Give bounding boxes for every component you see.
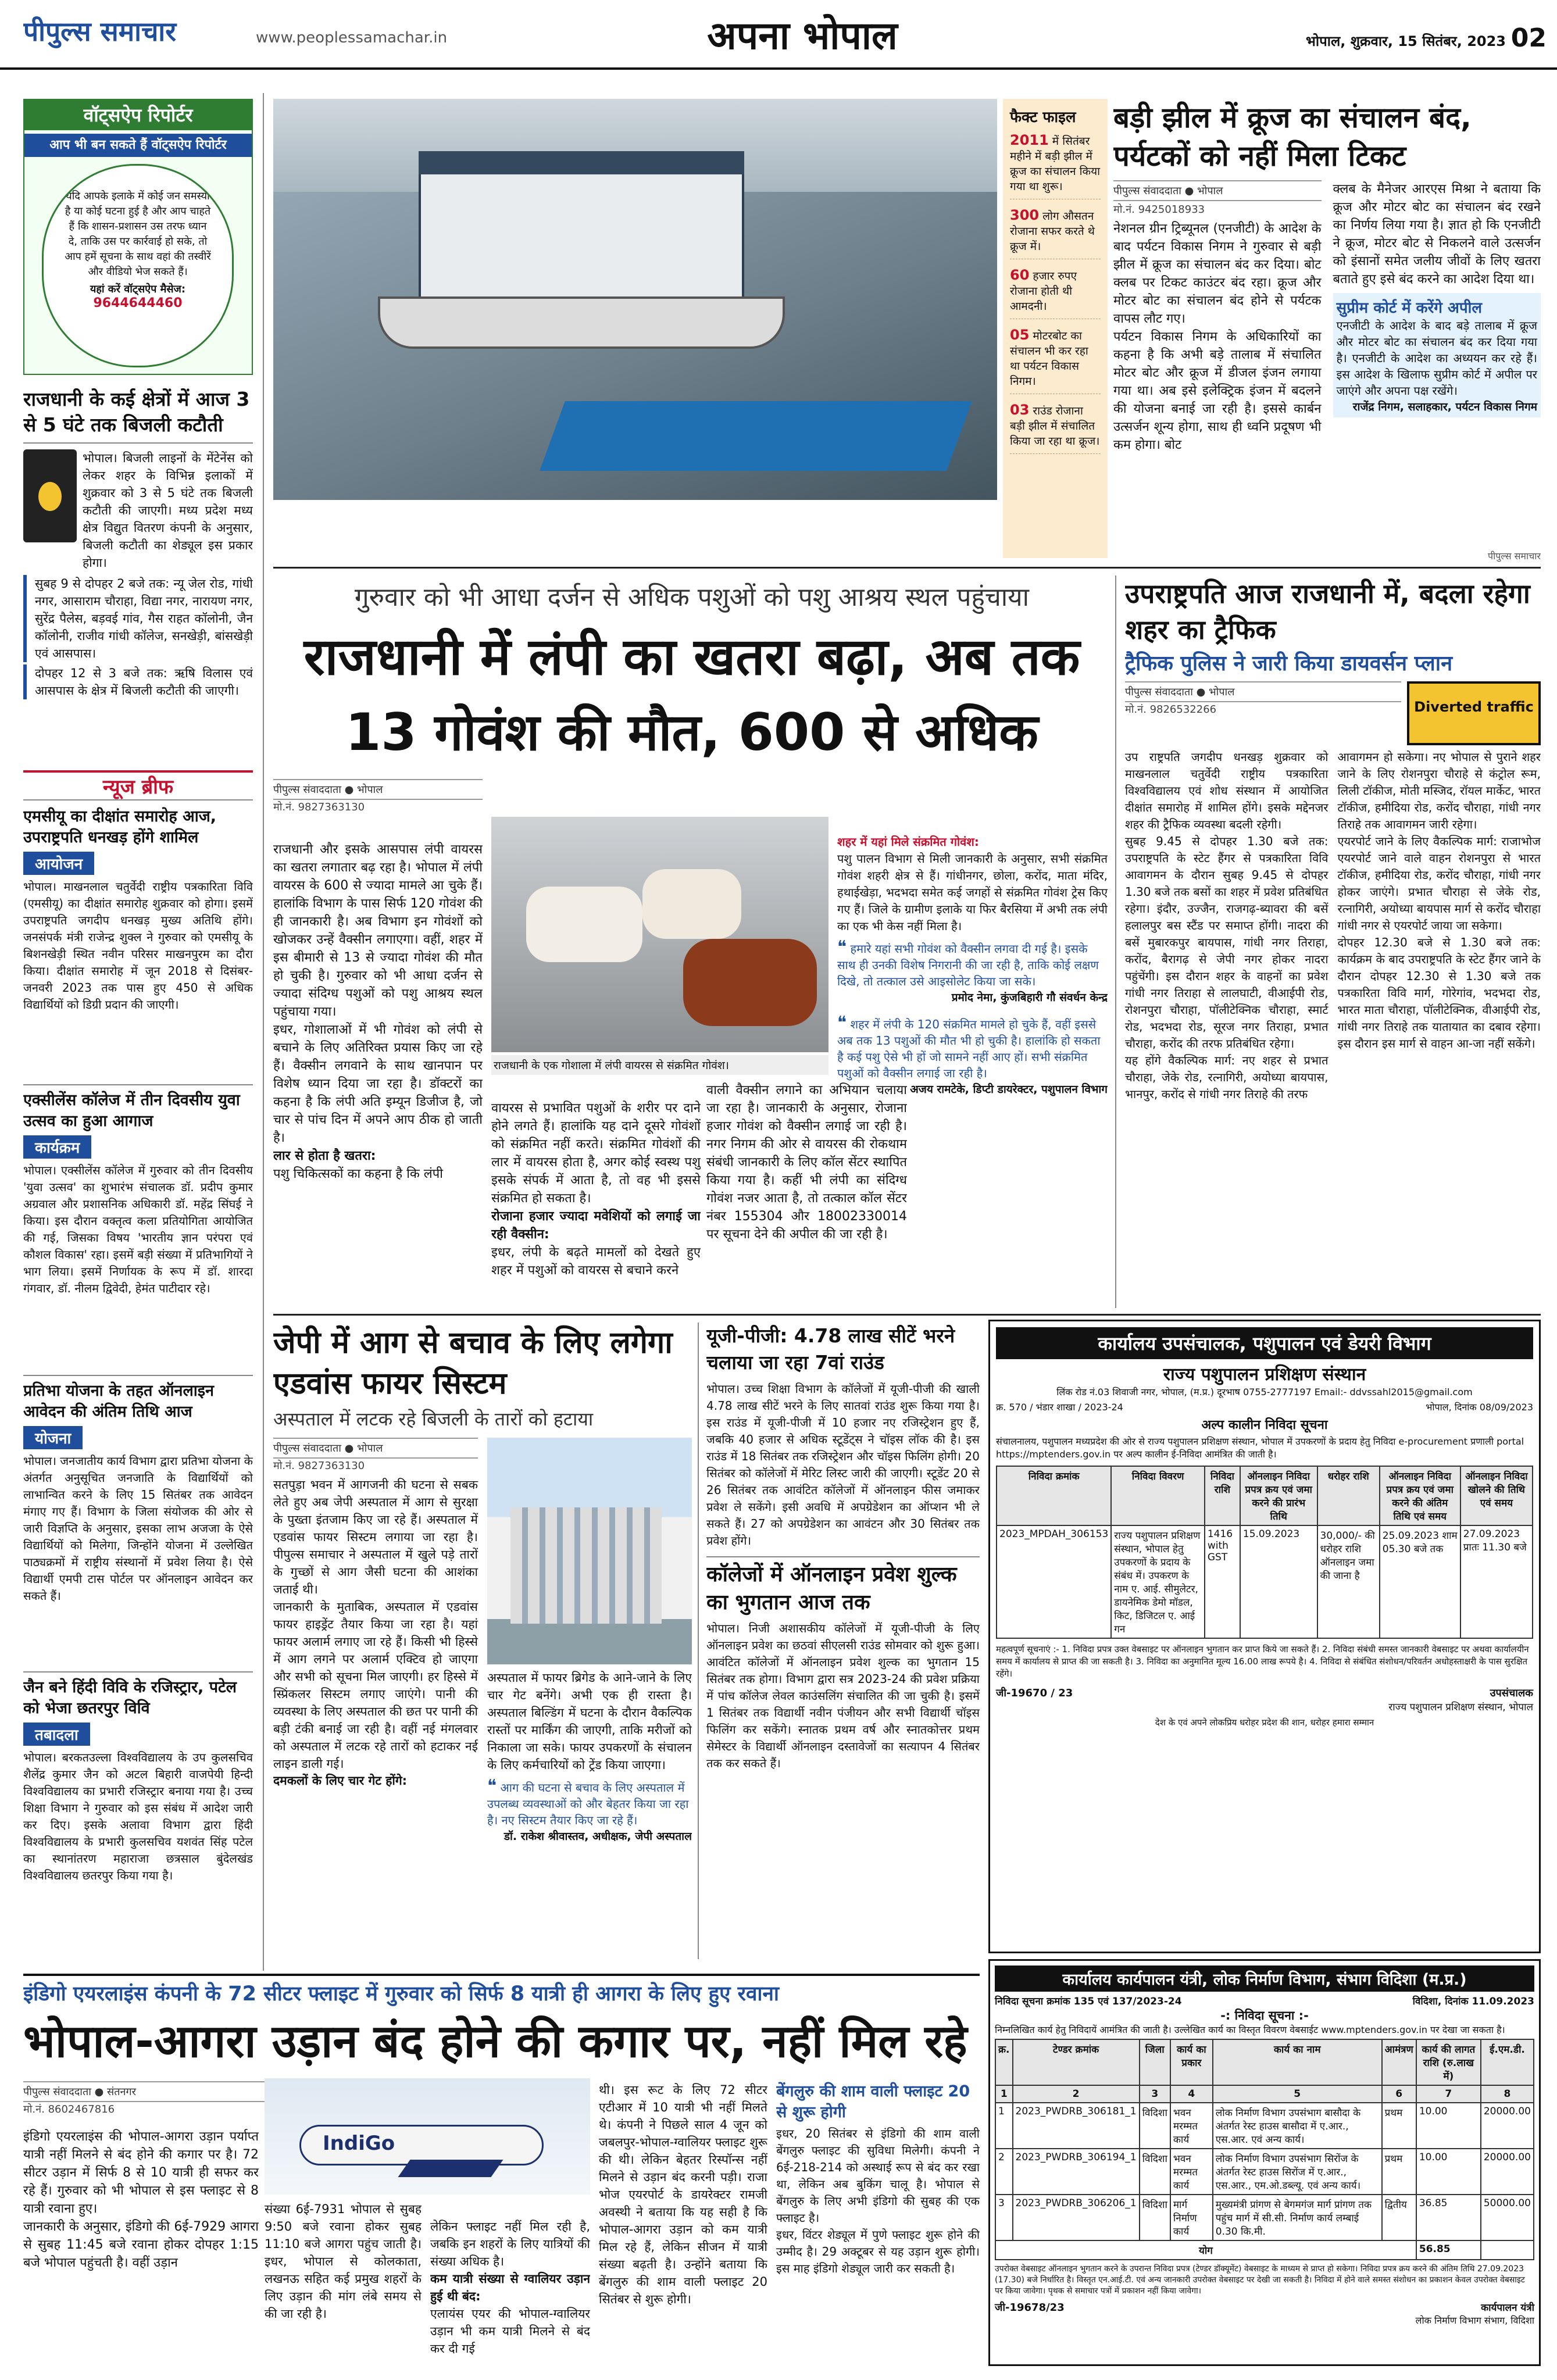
whatsapp-title: वॉट्सऐप रिपोर्टर <box>24 100 252 130</box>
fees-headline: कॉलेजों में ऑनलाइन प्रवेश शुल्क का भुगतान आज तक <box>706 1556 980 1617</box>
table-cell: 50000.00 <box>1481 2195 1534 2240</box>
flight-mobile: मो.नं. 8602467816 <box>23 2103 115 2115</box>
ad1-address: लिंक रोड नं.03 शिवाजी नगर, भोपाल, (म.प्र.) दूरभाष 0755-2777197 Email:- ddvssahl2015@gmail.com <box>1056 1386 1473 1398</box>
table-row <box>997 1525 1533 1638</box>
table-cell: 27.09.2023 प्रातः 11.30 बजे <box>1460 1525 1533 1638</box>
table-header-number: 2 <box>1013 2085 1140 2103</box>
flight-kicker: इंडिगो एयरलाइंस कंपनी के 72 सीटर फ्लाइट में गुरुवार को सिर्फ 8 यात्री ही आगरा के लिए हुए रवाना <box>23 1974 980 2009</box>
flight-col-4: थी। इस रूट के लिए 72 सीटर एटीआर में 10 यात्री भी नहीं मिलते थे। कंपनी ने पिछले साल 4 जून को जबलपुर-भोपाल-ग्वालियर फ्लाइट शुरू की थी। लेकिन बेहतर रिस्पॉन्स नहीं मिलने से उड़ान बंद करनी पड़ी। राजा भोज एयरपोर्ट के डायरेक्टर रामजी अवस्थी ने बताया कि यह सही है कि भोपाल-आगरा उड़ान को कम यात्री मिल रहे हैं, लेकिन सीजन में यात्री संख्या बढ़ती है। उन्होंने बताया कि बेंगलुरु की शाम वाली फ्लाइट 20 सितंबर से शुरू होगी। <box>599 2083 767 2306</box>
flight-col-3-sub: कम यात्री संख्या से ग्वालियर उड़ान हुई थी बंद: <box>430 2272 590 2303</box>
lumpy-col-2-text: वायरस से प्रभावित पशुओं के शरीर पर दाने होने लगते हैं। हालांकि यह दाने दूसरे गोवंशों को संक्रमित नहीं करते। संक्रमित गोवंशों की लार में वायरस होता है, अगर कोई स्वस्थ पशु इसके संपर्क में आता है, तो वह भी इससे संक्रमित हो सकता है। <box>491 1101 701 1206</box>
power-cut-schedule-2: दोपहर 12 से 3 बजे तक: ऋषि विलास एवं आसपास के क्षेत्र में बिजली कटौती की जाएगी। <box>23 664 253 699</box>
ad1-sign-1: उपसंचालक <box>1490 1687 1533 1699</box>
brief-item-3 <box>23 1375 253 1666</box>
brief-item-4 <box>23 1671 253 1965</box>
table-cell: भवन मरम्मत कार्य <box>1170 2103 1213 2149</box>
table-cell: 10.00 <box>1416 2103 1481 2149</box>
fact-number: 03 <box>1010 402 1030 418</box>
ad1-sign-2: राज्य पशुपालन प्रशिक्षण संस्थान, भोपाल <box>1388 1702 1533 1713</box>
ad2-ref: निविदा सूचना क्रमांक 135 एवं 137/2023-24 <box>995 1996 1182 2007</box>
power-cut-story <box>23 387 253 759</box>
fact-number: 2011 <box>1010 132 1049 148</box>
power-cut-body: भोपाल। बिजली लाइनों के मेंटेनेंस को लेकर शहर के विभिन्न इलाकों में शुक्रवार को 3 से 5 घंटे तक बिजली कटौती की जाएगी। मध्य प्रदेश मध्य क्षेत्र विद्युत वितरण कंपनी के अनुसार, बिजली कटौती का शेड्यूल इस प्रकार होगा। <box>83 451 253 570</box>
page-number: 02 <box>1510 23 1547 53</box>
brief-3-body: भोपाल। जनजातीय कार्य विभाग द्वारा प्रतिभा योजना के अंतर्गत अनुसूचित जनजाति के विद्यार्थियों को लाभान्वित करने के लिए 15 सितंबर तक आवेदन मंगाए गए हैं। विभाग के जिला संयोजक की ओर से जारी विज्ञप्ति के अनुसार, इसका लाभ अजजा के ऐसे विद्यार्थियों को मिलेगा, जिन्होंने योजना में उल्लेखित पाठ्यक्रमों में राष्ट्रीय संस्थानों में प्रवेश लिया है। ऐसे विद्यार्थी एमपी टास पोर्टल पर ऑनलाइन आवेदन कर सकते हैं। <box>23 1454 253 1603</box>
table-cell: 30,000/- की धरोहर राशि ऑनलाइन जमा की जाना है <box>1317 1525 1380 1638</box>
table-row <box>995 2103 1534 2149</box>
fact-item <box>1010 133 1101 199</box>
vp-mobile: मो.नं. 9826532266 <box>1125 703 1217 716</box>
cow-photo <box>491 817 829 1052</box>
table-cell: विदिशा <box>1140 2195 1170 2240</box>
lumpy-byline-block <box>273 779 483 826</box>
fact-text: हजार रुपए रोजाना होती थी आमदनी। <box>1010 270 1077 313</box>
brief-3-headline: प्रतिभा योजना के तहत ऑनलाइन आवेदन की अंतिम तिथि आज <box>23 1382 214 1421</box>
lumpy-side <box>837 817 1108 1305</box>
table-row <box>995 2149 1534 2195</box>
table-cell: 2023_PWDRB_306206_1 <box>1013 2195 1140 2240</box>
brief-2-body: भोपाल। एक्सीलेंस कॉलेज में गुरुवार को तीन दिवसीय 'युवा उत्सव' का शुभारंभ संचालक डॉ. प्रदीप कुमार अग्रवाल और प्रशासनिक अधिकारी डॉ. महेंद्र सिंघई ने किया। इस दौरान वक्तृत्व कला प्रतियोगिता आयोजित की गई, जिसका विषय 'भारतीय ज्ञान परंपरा एवं कौशल विकास' रहा। इसमें बड़ी संख्या में प्रतिभागियों ने भाग लिया। इसमें निर्णायक के रूप में डॉ. शारदा गंगवार, डॉ. नीलम द्विवेदी, हेमंत पाटीदार रहे। <box>23 1163 253 1295</box>
flight-byline-block <box>23 2081 291 2122</box>
lumpy-byline: पीपुल्स संवाददाता ● भोपाल <box>273 779 483 800</box>
table-cell: विदिशा <box>1140 2149 1170 2195</box>
vp-story <box>1125 576 1541 1308</box>
table-cell: 3 <box>995 2195 1013 2240</box>
lumpy-side-text <box>837 817 1108 935</box>
table-header: कार्य की लागत राशि (रु.लाख में) <box>1416 2039 1481 2085</box>
table-header: ऑनलाइन निविदा प्रपत्र क्रय एवं जमा करने की प्रारंभ तिथि <box>1240 1466 1317 1525</box>
brief-1-tag: आयोजन <box>23 852 94 875</box>
table-cell: प्रथम <box>1382 2149 1416 2195</box>
rule-cruise <box>273 567 1541 569</box>
flight-side <box>776 2081 980 2372</box>
court-appeal-sign: राजेंद्र निगम, सलाहकार, पर्यटन विकास निगम <box>1352 401 1537 413</box>
ad1-notes: महत्वपूर्ण सूचनाएं :- 1. निविदा प्रपत्र उक्त वेबसाइट पर ऑनलाइन भुगतान कर प्राप्त किये जा सकते हैं। 2. निविदा संबंधी समस्त जानकारी वेबसाइट पर अथवा कार्यालयीन समय में कार्यालय से प्राप्त की जा सकती है। 3. निविदा का अनुमानित मूल्य 16.00 लाख रूपये है। 4. निविदा से संबंधित संशोधन/परिवर्तन अधोहस्ताक्षरी के पास सुरक्षित रहेंगे। <box>996 1644 1529 1679</box>
brief-2-headline: एक्सीलेंस कॉलेज में तीन दिवसीय युवा उत्सव का हुआ आगाज <box>23 1091 240 1130</box>
whatsapp-line: यहां करें वॉट्सऐप मैसेज: <box>90 283 186 295</box>
whatsapp-number: 9644644460 <box>93 296 183 310</box>
lumpy-quote-1 <box>837 939 1108 989</box>
lumpy-mobile: मो.नं. 9827363130 <box>273 801 365 813</box>
ad-pwd <box>988 1959 1541 2366</box>
brief-4-body: भोपाल। बरकतउल्ला विश्वविद्यालय के उप कुलसचिव शैलेंद्र कुमार जैन को अटल बिहारी वाजपेयी हिन्दी विश्वविद्यालय का प्रभारी रजिस्ट्रार बनाया गया है। उच्च शिक्षा विभाग ने गुरुवार को इस संबंध में आदेश जारी कर दिए। इसके अलावा विभाग द्वारा हिंदी विश्वविद्यालय के प्रभारी कुलसचिव यशवंत सिंह पटेल का स्थानांतरण महाराजा छत्रसाल बुंदेलखंड विश्वविद्यालय छतरपुर किया गया है। <box>23 1750 253 1882</box>
flight-col-3-text: लेकिन फ्लाइट नहीं मिल रही है, जबकि इन शहरों के लिए यात्रियों की संख्या अधिक है। <box>430 2220 590 2268</box>
news-brief-title: न्यूज ब्रीफ <box>23 770 253 801</box>
table-cell: 2 <box>995 2149 1013 2195</box>
table-header: धरोहर राशि <box>1317 1466 1380 1525</box>
table-cell: विदिशा <box>1140 2103 1170 2149</box>
table-total-value: 56.85 <box>1416 2240 1481 2260</box>
fact-file-title: फैक्ट फाइल <box>1010 109 1076 126</box>
flight-col-1: इंडिगो एयरलाइंस की भोपाल-आगरा उड़ान पर्याप्त यात्री नहीं मिलने से बंद होने की कगार पर है। 72 सीटर उड़ान में सिर्फ 8 से 10 यात्री ही सफर कर रहे हैं। गुरुवार को भी भोपाल से इस फ्लाइट से 8 यात्री रवाना हुए। जानकारी के अनुसार, इंडिगो की 6ई-7929 आगरा से सुबह 11:45 बजे रवाना होकर दोपहर 1:15 बजे भोपाल पहुंचती है। वहीं उड़ान <box>23 2129 259 2270</box>
table-row <box>995 2195 1534 2240</box>
table-cell: मुख्यमंत्री प्रांगण से बेगमगंज मार्ग प्रांगण तक पहुंच मार्ग में सी.सी. निर्माण कार्य लम्बाई 0.30 कि.मी. <box>1213 2195 1382 2240</box>
fact-number: 300 <box>1010 207 1040 223</box>
vp-subheadline: ट्रैफिक पुलिस ने जारी किया डायवर्सन प्लान <box>1125 652 1453 676</box>
ad2-table <box>995 2039 1534 2260</box>
table-cell: 1 <box>995 2103 1013 2149</box>
table-header-number: 6 <box>1382 2085 1416 2103</box>
ugpg-story <box>706 1323 980 1959</box>
cruise-headline: बड़ी झील में क्रूज का संचालन बंद, पर्यटकों को नहीं मिला टिकट <box>1113 101 1472 173</box>
jp-quote-icon: ❝ <box>487 1776 497 1796</box>
flight-side-body: इधर, 20 सितंबर से इंडिगो की शाम वाली बेंगलुरु फ्लाइट की सुविधा मिलेगी। कंपनी ने 6ई-218-214 को अस्थाई रूप से बंद कर रखा था, लेकिन अब बुकिंग चालू है। भोपाल से बेंगलुरु के लिए अभी इंडिगो की सुबह की एक फ्लाइट है। इधर, विंटर शेड्यूल में पुणे फ्लाइट शुरू होने की उम्मीद है। 29 अक्टूबर से यह उड़ान शुरू होगी। इस माह इंडिगो शेड्यूल जारी कर सकती है। <box>776 2127 980 2275</box>
vp-byline: पीपुल्स संवाददाता ● भोपाल <box>1125 681 1401 702</box>
table-header: कार्य का प्रकार <box>1170 2039 1213 2085</box>
table-cell: 20000.00 <box>1481 2103 1534 2149</box>
jp-byline: पीपुल्स संवाददाता ● भोपाल <box>273 1438 478 1459</box>
lumpy-side-body: पशु पालन विभाग से मिली जानकारी के अनुसार, सभी संक्रमित गोवंश शहरी क्षेत्र से हैं। गांधीनगर, छोला, करोंद, माता मंदिर, हथाईखेड़ा, भदभदा समेत कई जगहों से संक्रमित गोवंश ट्रेस किए गए हैं। जिले के ग्रामीण इलाके या फिर बैरसिया में अभी तक लंपी का एक भी केस नहीं मिला है। <box>837 852 1108 933</box>
lumpy-col-1-tail: पशु चिकित्सकों का कहना है कि लंपी <box>273 1167 443 1181</box>
lumpy-col-1 <box>273 823 483 1299</box>
hospital-photo <box>487 1438 692 1664</box>
table-header-number: 4 <box>1170 2085 1213 2103</box>
flight-col-3 <box>430 2200 590 2375</box>
ad1-heading-2: राज्य पशुपालन प्रशिक्षण संस्थान <box>1163 1364 1366 1385</box>
brief-2-tag: कार्यक्रम <box>23 1135 91 1159</box>
left-column-divider <box>263 93 264 1971</box>
table-header: आमंत्रण <box>1382 2039 1416 2085</box>
ad2-sign-1: कार्यपालन यंत्री <box>1481 2302 1534 2314</box>
whatsapp-body: यदि आपके इलाके में कोई जन समस्या है या कोई घटना हुई है और आप चाहते हैं कि शासन-प्रशासन उस तरफ ध्यान दे, ताकि उस पर कार्रवाई हो सके, तो आप हमें सूचना के साथ वहां की तस्वीरें और वीडियो भेज सकते हैं। <box>65 190 211 278</box>
table-header-number: 5 <box>1213 2085 1382 2103</box>
table-header: ऑनलाइन निविदा खोलने की तिथि एवं समय <box>1460 1466 1533 1525</box>
dateline: भोपाल, शुक्रवार, 15 सितंबर, 2023 <box>1306 33 1506 49</box>
table-header: निविदा विवरण <box>1111 1466 1205 1525</box>
court-appeal-headline: सुप्रीम कोर्ट में करेंगे अपील <box>1336 299 1482 317</box>
vp-divider <box>1115 576 1116 1308</box>
cruise-mobile: मो.नं. 9425018933 <box>1113 203 1205 216</box>
lumpy-quote-2-sign: अजय रामटेके, डिप्टी डायरेक्टर, पशुपालन विभाग <box>910 1083 1108 1096</box>
jp-divider <box>698 1323 699 1959</box>
ad2-date: विदिशा, दिनांक 11.09.2023 <box>1412 1996 1534 2007</box>
table-cell: 2023_PWDRB_306181_1 <box>1013 2103 1140 2149</box>
ad1-ref: क्र. 570 / भंडार शाखा / 2023-24 <box>996 1402 1123 1413</box>
flight-col-2: संख्या 6ई-7931 भोपाल से सुबह 9:50 बजे रवाना होकर सुबह 11:10 बजे आगरा पहुंच जाती है। इधर, भोपाल से कोलकाता, लखनऊ सहित कई प्रमुख शहरों के लिए उड़ान की मांग लंबे समय से की जा रही है। <box>265 2202 422 2321</box>
brief-item-1 <box>23 806 253 1080</box>
table-header-number: 3 <box>1140 2085 1170 2103</box>
table-cell: प्रथम <box>1382 2103 1416 2149</box>
table-header: निविदा राशि <box>1205 1466 1240 1525</box>
table-cell: मार्ग निर्माण कार्य <box>1170 2195 1213 2240</box>
plane-photo <box>265 2078 590 2195</box>
ad2-jo: जी-19678/23 <box>995 2302 1065 2314</box>
table-cell: 10.00 <box>1416 2149 1481 2195</box>
ad1-intro: संचालनालय, पशुपालन मध्यप्रदेश की ओर से राज्य पशुपालन प्रशिक्षण संस्थान, भोपाल में उपकरणों के प्रदाय हेतु निविदा e-procurement प्रणाली portal https://mptenders.gov.in पर अल्प कालीन ई-निविदा आमंत्रित की जाती है। <box>996 1436 1524 1460</box>
brief-1-headline: एमसीयू का दीक्षांत समारोह आज, उपराष्ट्रपति धनखड़ होंगे शामिल <box>23 807 217 846</box>
jp-quote <box>487 1778 692 1828</box>
ad2-notice: -: निविदा सूचना :- <box>1220 2009 1309 2022</box>
lumpy-quote-2 <box>837 1015 1108 1081</box>
table-header: ई.एम.डी. <box>1481 2039 1534 2085</box>
website-url: www.peoplessamachar.in <box>256 29 448 47</box>
lumpy-headline-1: राजधानी में लंपी का खतरा बढ़ा, अब तक <box>303 627 1080 687</box>
table-cell: भवन मरम्मत कार्य <box>1170 2149 1213 2195</box>
fact-file <box>1003 99 1108 558</box>
table-cell: द्वितीय <box>1382 2195 1416 2240</box>
vp-col-2: आवागमन हो सकेगा। नए भोपाल से पुराने शहर जाने के लिए रोशनपुरा चौराहे से कंट्रोल रूम, लिली टॉकीज, मोती मस्जिद, रॉयल मार्केट, भारत टॉकीज, हमीदिया रोड, करोंद चौराहा, गांधी नगर तिराहे तक आवागमन जारी रहेगा। एयरपोर्ट जाने के लिए वैकल्पिक मार्ग: राजाभोज एयरपोर्ट जाने वाले वाहन रोशनपुरा से भारत टॉकीज, हमीदिया रोड, करोंद चौराहा, गांधी नगर होकर जाएंगे। प्रभात चौराहा से जेके रोड, रत्नागिरी, अयोध्या बायपास मार्ग से करोंद चौराहा गांधी नगर से एयरपोर्ट जाया जा सकेगा। दोपहर 12.30 बजे से 1.30 बजे तक: कार्यक्रम के बाद उपराष्ट्रपति के स्टेट हैंगर जाने के दौरान दोपहर 12.30 से 1.30 बजे तक पत्रकारिता विवि मार्ग, गोरेगांव, भदभदा रोड, भारत माता चौराहा, पॉलीटेक्निक, वीआईपी रोड, गांधी नगर तिराहे तक यातायात का दबाव रहेगा। इस दौरान इस मार्ग से वाहन आ-जा नहीं सकेंगे। <box>1337 750 1541 1050</box>
fact-text: मोटरबोट का संचालन भी कर रहा था पर्यटन विकास निगम। <box>1010 330 1088 388</box>
fact-item <box>1010 267 1101 319</box>
section-title: अपना भोपाल <box>707 13 898 58</box>
table-header: निविदा क्रमांक <box>997 1466 1111 1525</box>
table-total-row <box>995 2240 1534 2260</box>
table-total-label: योग <box>995 2240 1416 2260</box>
ad2-sign-2: लोक निर्माण विभाग संभाग, विदिशा <box>1415 2315 1534 2326</box>
brief-4-headline: जैन बने हिंदी विवि के रजिस्ट्रार, पटेल को भेजा छतरपुर विवि <box>23 1678 237 1717</box>
fact-number: 05 <box>1010 327 1030 343</box>
fact-item <box>1010 208 1101 259</box>
cruise-tag: पीपुल्स समाचार <box>1487 551 1541 562</box>
table-cell: 1416 with GST <box>1205 1525 1240 1638</box>
whatsapp-bubble <box>42 164 234 367</box>
cow-photo-caption: राजधानी के एक गोशाला में लंपी वायरस से संक्रमित गोवंश। <box>491 1055 829 1075</box>
jp-col-2: अस्पताल में फायर ब्रिगेड के आने-जाने के लिए चार गेट बनेंगे। अभी एक ही रास्ता है। अस्पताल बिल्डिंग में घटना के दौरान वैकल्पिक रास्तों पर मार्किंग की जाएगी, ताकि मरीजों को निकाला जा सके। फायर उपकरणों के संचालन के लिए कर्मचारियों को ट्रेंड किया जाएगा। <box>487 1671 692 1772</box>
jp-headline: जेपी में आग से बचाव के लिए लगेगा एडवांस फायर सिस्टम <box>273 1325 673 1401</box>
jp-subheadline: अस्पताल में लटक रहे बिजली के तारों को हटाया <box>273 1408 594 1430</box>
plane-logo: IndiGo <box>323 2132 395 2155</box>
table-cell: 20000.00 <box>1481 2149 1534 2195</box>
fact-item <box>1010 327 1101 394</box>
table-cell: लोक निर्माण विभाग उपसंभाग बासौदा के अंतर्गत रेस्ट हाउस बासौदा में ए.आर., एस.आर. एवं अन्य कार्य। <box>1213 2103 1382 2149</box>
table-cell: राज्य पशुपालन प्रशिक्षण संस्थान, भोपाल हेतु उपकरणों के प्रदाय के संबंध में। उपकरण के नाम ए. आई. सीमुलेटर, डायनेमिक डेमो मॉडल, किट, डिजिटल ए. आई गन <box>1111 1525 1205 1638</box>
ugpg-headline: यूजी-पीजी: 4.78 लाख सीटें भरने चलाया जा रहा 7वां राउंड <box>706 1324 955 1374</box>
cruise-byline: पीपुल्स संवाददाता ● भोपाल <box>1113 180 1322 201</box>
fact-item <box>1010 402 1101 454</box>
lumpy-col-2-sub: रोजाना हजार ज्यादा मवेशियों को लगाई जा रही वैक्सीन: <box>491 1209 701 1242</box>
flight-col-3-tail: एलायंस एयर की भोपाल-ग्वालियर उड़ान भी कम यात्री मिलने से बंद कर दी गई <box>430 2307 590 2356</box>
jp-story <box>273 1323 692 1959</box>
flight-byline: पीपुल्स संवाददाता ● संतनगर <box>23 2081 291 2102</box>
diverted-traffic-sign: Diverted traffic <box>1407 681 1541 745</box>
ad2-footer: उपरोक्त वेबसाइट ऑनलाइन भुगतान करने के उपरान्त निविदा प्रपत्र (टेण्डर डॉक्यूमेंट) वेबसाइट के माध्यम से प्राप्त हो सकेगा। निविदा प्रपत्र क्रय करने की अंतिम तिथि 27.09.2023 (17.30) बजे निर्धारित है। विस्तृत एन.आई.टी. एवं अन्य जानकारी उपरोक्त वेबसाइट पर देखी जा सकती है। निविदा में होने वाले समस्त संशोधन का प्रकाशन केवल उपरोक्त वेबसाइट पर किया जावेगा। पृथक से समाचार पत्रों में प्रकाशन नहीं किया जावेगा। <box>995 2264 1525 2296</box>
table-header-number: 1 <box>995 2085 1013 2103</box>
ad-pashupalan <box>988 1320 1541 1953</box>
table-header: क्र. <box>995 2039 1013 2085</box>
table-cell: 2023_PWDRB_306194_1 <box>1013 2149 1140 2195</box>
ad1-date: भोपाल, दिनांक 08/09/2023 <box>1426 1402 1533 1413</box>
masthead <box>0 0 1557 70</box>
table-header: जिला <box>1140 2039 1170 2085</box>
ad2-heading: कार्यालय कार्यपालन यंत्री, लोक निर्माण विभाग, संभाग विदिशा (म.प्र.) <box>995 1966 1534 1992</box>
lumpy-quote-2-text: शहर में लंपी के 120 संक्रमित मामले हो चुके हैं, वहीं इससे अब तक 13 पशुओं की मौत भी हो चुकी है। हालांकि हो सकता है कई पशु ऐसे भी हों जो सामने नहीं आए हों। सभी संक्रमित पशुओं को वैक्सीन लगाई जा रही है। <box>837 1017 1101 1080</box>
lumpy-col-1-text: राजधानी और इसके आसपास लंपी वायरस का खतरा लगातार बढ़ रहा है। भोपाल में लंपी वायरस के 600 से ज्यादा मामले आ चुके हैं। हालांकि विभाग के पास सिर्फ 120 गोवंश की ही जानकारी है। अब विभाग इन गोवंशों को खोजकर उन्हें वैक्सीन लगाएगा। वहीं, शहर में इस बीमारी से 13 से ज्यादा गोवंश की मौत हो चुकी है। गुरुवार को भी आधा दर्जन से ज्यादा संदिग्ध पशुओं को पशु आश्रय स्थल पहुंचाया गया। इधर, गोशालाओं में भी गोवंश को लंपी से बचाने के लिए अतिरिक्त प्रयास किए जा रहे हैं। वैक्सीन लगवाने के साथ खानपान पर विशेष ध्यान दिया जा रहा है। डॉक्टरों का कहना है कि लंपी अति इम्यून डिजीज है, जो चार से पांच दिन में अपने आप ठीक हो जाती है। <box>273 842 483 1145</box>
table-header: टेण्डर क्रमांक <box>1013 2039 1140 2085</box>
table-cell: 36.85 <box>1416 2195 1481 2240</box>
fees-body: भोपाल। निजी अशासकीय कॉलेजों में यूजी-पीजी के लिए ऑनलाइन प्रवेश का छठवां सीएलसी राउंड सोमवार को शुरू हुआ। आवंटित कॉलेजों में ऑनलाइन प्रवेश शुल्क का भुगतान 15 सितंबर तक होगा। विभाग द्वारा सत्र 2023-24 की प्रवेश प्रक्रिया में पांच कॉलेज लेवल काउंसलिंग संचालित की जा चुकी है। इसमें 1 सितंबर तक विद्यार्थी नवीन पंजीयन और सभी विद्यार्थी चॉइस फिलिंग कर सकेंगे। स्नातक प्रथम वर्ष और स्नातकोत्तर प्रथम सेमेस्टर के विद्यार्थी ऑनलाइन दस्तावेजों का सत्यापन 4 सितंबर तक कर सकते हैं। <box>706 1621 980 1770</box>
brief-item-2 <box>23 1084 253 1369</box>
lumpy-col-2-tail: इधर, लंपी के बढ़ते मामलों को देखते हुए शहर में पशुओं को वायरस से बचाने करने <box>491 1245 701 1278</box>
table-cell: 25.09.2023 शाम 05.30 बजे तक <box>1380 1525 1460 1638</box>
fact-text: में सितंबर महीने में बड़ी झील में क्रूज का संचालन किया गया था शुरू। <box>1010 135 1101 193</box>
bulb-icon <box>23 449 77 542</box>
table-cell: लोक निर्माण विभाग उपसंभाग सिरोंज के अंतर्गत रेस्ट हाउस सिरोंज में ए.आर., एस.आर., एम.ओ.डब्ल्यू. एवं अन्य कार्य। <box>1213 2149 1382 2195</box>
ad1-footer: देश के एवं अपने लोकप्रिय धरोहर प्रदेश की शान, धरोहर हमारा सम्मान <box>1155 1717 1374 1728</box>
table-header: ऑनलाइन निविदा प्रपत्र क्रय एवं जमा करने की अंतिम तिथि एवं समय <box>1380 1466 1460 1525</box>
ad1-notice: अल्प कालीन निविदा सूचना <box>1201 1418 1328 1432</box>
brief-3-tag: योजना <box>23 1426 83 1449</box>
quote-icon-2: ❝ <box>837 1013 847 1033</box>
rule-lumpy <box>273 1314 1541 1316</box>
table-header-number: 8 <box>1481 2085 1534 2103</box>
power-cut-schedule-1: सुबह 9 से दोपहर 2 बजे तक: न्यू जेल रोड, गांधी नगर, आसाराम चौराहा, विद्या नगर, नारायण नगर, सुरेंद्र पैलेस, बड़वई गांव, गैस राहत कॉलोनी, जैन कॉलोनी, राजीव गांधी कॉलेज, सनखेड़ी, बांसखेड़ी एवं आसपास। <box>23 575 253 662</box>
cruise-story <box>1113 99 1541 546</box>
cruise-body-1: नेशनल ग्रीन ट्रिब्यूनल (एनजीटी) के आदेश के बाद पर्यटन विकास निगम ने गुरुवार से बड़ी झील में क्रूज का संचालन बंद कर दिया। बोट क्लब पर टिकट काउंटर बंद रहा। क्रूज और मोटर बोट का संचालन बंद होने से पर्यटक वापस लौट गए। पर्यटन विकास निगम के अधिकारियों का कहना है कि अभी बड़े तालाब में संचालित मोटर बोट और क्रूज में डीजल इंजन लगाया गया था। अब इसे इलेक्ट्रिक इंजन में बदलने की योजना बनाई जा रही है। इससे कार्बन उत्सर्जन शून्य होगा, साथ ही ध्वनि प्रदूषण भी कम होगा। बोट <box>1113 221 1322 452</box>
ad1-heading-1: कार्यालय उपसंचालक, पशुपालन एवं डेयरी विभाग <box>996 1327 1533 1359</box>
lumpy-quote-1-text: हमारे यहां सभी गोवंश को वैक्सीन लगवा दी गई है। इसके साथ ही उनकी विशेष निगरानी की जा रही है, ताकि कोई लक्षण दिखे, तो तत्काल उसे आइसोलेट किया जा सके। <box>837 942 1099 988</box>
logo: पीपुल्स समाचार <box>23 16 177 47</box>
table-cell: 2023_MPDAH_306153 <box>997 1525 1111 1638</box>
lumpy-kicker: गुरुवार को भी आधा दर्जन से अधिक पशुओं को पशु आश्रय स्थल पहुंचाया <box>354 583 1030 612</box>
table-header-number: 7 <box>1416 2085 1481 2103</box>
power-cut-headline: राजधानी के कई क्षेत्रों में आज 3 से 5 घंटे तक बिजली कटौती <box>23 387 253 444</box>
lumpy-col-1-sub: लार से होता है खतरा: <box>273 1149 376 1163</box>
court-appeal-box <box>1333 293 1541 417</box>
court-appeal-body: एनजीटी के आदेश के बाद बड़े तालाब में क्रूज और मोटर बोट का संचालन बंद कर दिया गया है। एनजीटी के आदेश का अध्ययन कर रहे हैं। इस आदेश के खिलाफ सुप्रीम कोर्ट में अपील पर जाएंगे और अपना पक्ष रखेंगे। <box>1336 319 1537 398</box>
cruise-photo <box>273 99 997 500</box>
vp-col-1: उप राष्ट्रपति जगदीप धनखड़ शुक्रवार को माखनलाल चतुर्वेदी राष्ट्रीय पत्रकारिता विश्वविद्यालय एवं शोध संस्थान में आयोजित दीक्षांत समारोह में शामिल होंगे। इसके मद्देनजर शहर की ट्रैफिक व्यवस्था बदली रहेगी। सुबह 9.45 से दोपहर 1.30 बजे तक: उपराष्ट्रपति के स्टेट हैंगर से पत्रकारिता विवि आवागमन के दौरान सुबह 9.45 से दोपहर 1.30 बजे तक बसों का शहर में प्रवेश प्रतिबंधित रहेगा। इंदौर, उज्जैन, राजगढ़-ब्यावरा की बसें हलालपुर बस स्टैंड पर समाप्त होंगी। नादरा की बसें मुबारकपुर बायपास, गांधी नगर तिराहा, करोंद, बैरागढ़ से जेपी नगर होकर नादरा पहुंचेंगी। इस दौरान शहर के वाहनों का प्रवेश गांधी नगर तिराहा से लालघाटी, वीआईपी रोड, रोशनपुरा चौराहा, पॉलीटेक्निक चौराहा, स्मार्ट रोड, भदभदा रोड, सूरज नगर तिराहा, प्रभात चौराहा, करोंद की तरफ प्रतिबंधित रहेगा। यह होंगे वैकल्पिक मार्ग: नए शहर से प्रभात चौराहा, जेके रोड, रत्नागिरी, अयोध्या बायपास, भानपुर, करोंद से गांधी नगर तिराहे की तरफ <box>1125 750 1329 1101</box>
jp-quote-sign: डॉ. राकेश श्रीवास्तव, अधीक्षक, जेपी अस्पताल <box>503 1830 692 1843</box>
ad1-jo: जी-19670 / 23 <box>996 1687 1073 1699</box>
table-cell <box>1481 2240 1534 2260</box>
ugpg-body: भोपाल। उच्च शिक्षा विभाग के कॉलेजों में यूजी-पीजी की खाली 4.78 लाख सीटें भरने के लिए सातवां राउंड शुरू किया गया है। इस राउंड में यूजी-पीजी में 10 हजार नए रजिस्ट्रेशन हुए हैं, जबकि 40 हजार से अधिक स्टूडेंट्स ने चॉइस लॉक की है। इस राउंड में 18 सितंबर तक रजिस्ट्रेशन और चॉइस फिलिंग होगी। 20 सितंबर को कॉलेजों में मेरिट लिस्ट जारी की जाएगी। स्टूडेंट 20 से 26 सितंबर तक आवंटित कॉलेजों में ऑनलाइन फीस जमाकर प्रवेश ले सकेंगे। इसी अवधि में अपग्रेडेशन का ऑप्शन भी ले सकते हैं। 27 को अपग्रेडेशन का आवंटन और 30 सितंबर तक प्रवेश होंगे। <box>706 1382 980 1548</box>
table-cell: 15.09.2023 <box>1240 1525 1317 1638</box>
brief-4-tag: तबादला <box>23 1723 90 1746</box>
whatsapp-box <box>23 99 253 375</box>
quote-icon: ❝ <box>837 937 847 957</box>
ad1-table <box>996 1466 1533 1639</box>
cruise-body-2: क्लब के मैनेजर आरएस मिश्रा ने बताया कि क्रूज और मोटर बोट का संचालन बंद रखने का निर्णय लिया गया है। ज्ञात हो कि एनजीटी ने क्रूज, मोटर बोट से निकलने वाले उत्सर्जन को इंसानों समेत जलीय जीवों के लिए खतरा बताते हुए इसे बंद करने का आदेश दिया था। <box>1333 182 1541 287</box>
ad2-intro: निम्नलिखित कार्य हेतु निविदायें आमंत्रित की जाती है। उल्लेखित कार्य का विस्तृत विवरण वेबसाईट www.mptenders.gov.in पर देखा जा सकता है। <box>995 2024 1505 2035</box>
jp-quote-text: आग की घटना से बचाव के लिए अस्पताल में उपलब्ध व्यवस्थाओं को और बेहतर किया जा रहा है। नए सिस्टम तैयार किए जा रहे हैं। <box>487 1781 689 1827</box>
fact-text: राउंड रोजाना बड़ी झील में संचालित किया जा रहा था क्रूज। <box>1010 405 1100 448</box>
jp-mobile: मो.नं. 9827363130 <box>273 1460 365 1472</box>
lumpy-headline-2: 13 गोवंश की मौत, 600 से अधिक <box>345 702 1038 762</box>
lumpy-col-2 <box>491 1081 701 1308</box>
flight-side-headline: बेंगलुरु की शाम वाली फ्लाइट 20 से शुरू होगी <box>776 2082 970 2121</box>
lumpy-col-3: वाली वैक्सीन लगाने का अभियान चलाया जा रहा है। जानकारी के अनुसार, रोजाना हजार गोवंश को वैक्सीन लगाई जा रही है। नगर निगम की ओर से वायरस की रोकथाम संबंधी जानकारी के लिए कॉल सेंटर स्थापित किया गया है। कहीं भी लंपी का संदिग्ध गोवंश नजर आता है, तो तत्काल कॉल सेंटर नंबर 155304 और 18002330014 पर सूचना देने की अपील की जा रही है। <box>706 1083 907 1242</box>
fact-list <box>1010 133 1101 454</box>
jp-col-1: सतपुड़ा भवन में आगजनी की घटना से सबक लेते हुए अब जेपी अस्पताल में आग से सुरक्षा के पुख्ता इंतजाम किए जा रहे हैं। अस्पताल में एडवांस फायर सिस्टम लगाया जा रहा है। पीपुल्स समाचार ने अस्पताल में खुले पड़े तारों के गुच्छों से आग जैसी घटना की आशंका जताई थी। जानकारी के मुताबिक, अस्पताल में एडवांस फायर हाइड्रेंट तैयार किया जा रहा है। यहां फायर अलार्म लगाए जा रहे हैं। किसी भी हिस्से में आग लगने पर अलार्म एक्टिव हो जाएगा और सभी को सूचना मिल जाएगी। हर हिस्से में स्प्रिंकलर सिस्टम लगाए जाएंगे। पानी की व्यवस्था के लिए अस्पताल की छत पर पानी की बड़ी टंकी बनाई जा रही है। वहीं नई मंगलवार को अस्पताल में लटक रहे तारों को हटाकर नई लाइन डाली गई। <box>273 1478 478 1771</box>
lumpy-side-head: शहर में यहां मिले संक्रमित गोवंश: <box>837 835 979 849</box>
flight-headline: भोपाल-आगरा उड़ान बंद होने की कगार पर, नहीं मिल रहे <box>23 2016 967 2068</box>
fact-text: लोग औसतन रोजाना सफर करते थे क्रूज में। <box>1010 210 1095 253</box>
lumpy-quote-1-sign: प्रमोद नेमा, कुंजबिहारी गौ संवर्धन केन्द्र <box>951 991 1108 1004</box>
brief-1-body: भोपाल। माखनलाल चतुर्वेदी राष्ट्रीय पत्रकारिता विवि (एमसीयू) का दीक्षांत समारोह शुक्रवार को होगा। इसमें उपराष्ट्रपति जगदीप धनखड़ मुख्य अतिथि होंगे। जनसंपर्क मंत्री राजेन्द्र शुक्ल ने गुरुवार को एमसीयू के बिशनखेड़ी स्थित नवीन परिसर माखनपुरम का दौरा किया। दीक्षांत समारोह में जून 2018 से दिसंबर-जनवरी 2023 तक पास हुए 450 से अधिक विद्यार्थियों को डिग्री प्रदान की जाएगी। <box>23 880 253 1012</box>
vp-headline: उपराष्ट्रपति आज राजधानी में, बदला रहेगा शहर का ट्रैफिक <box>1125 578 1530 645</box>
fact-number: 60 <box>1010 267 1030 283</box>
whatsapp-subtitle: आप भी बन सकते हैं वॉट्सऐप रिपोर्टर <box>24 134 252 157</box>
jp-col-1-sub: दमकलों के लिए चार गेट होंगे: <box>273 1774 408 1788</box>
table-header: कार्य का नाम <box>1213 2039 1382 2085</box>
news-brief <box>23 770 253 1965</box>
